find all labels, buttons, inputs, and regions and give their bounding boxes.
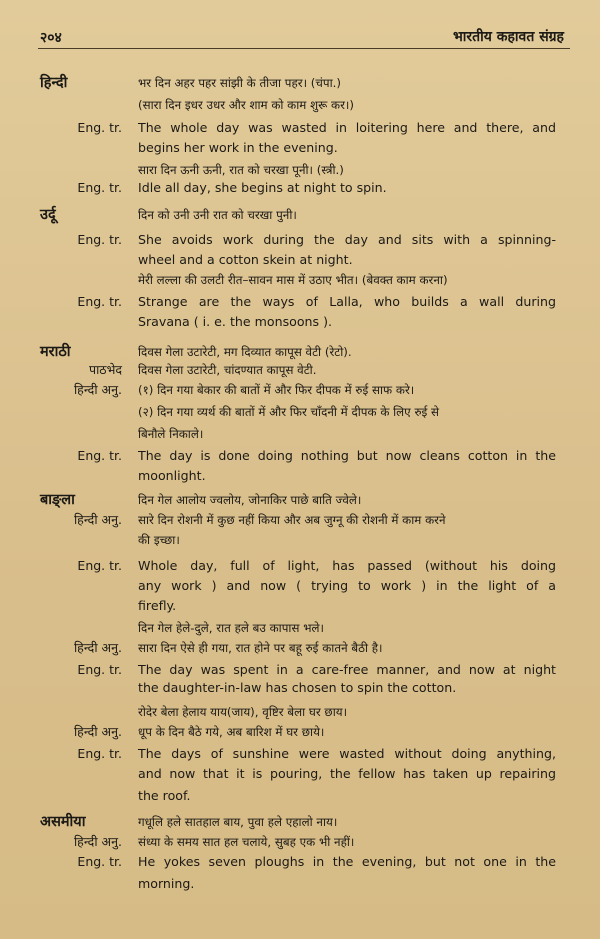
text-line <box>0 95 600 115</box>
proverb-text: (१) दिन गया बेकार की बातों में और फिर दीपक में रुई साफ करे। <box>138 383 415 397</box>
proverb-text: सारा दिन ऊनी ऊनी, रात को चरखा पूनी। (स्त्री.) <box>138 163 344 177</box>
proverb-text: सारे दिन रोशनी में कुछ नहीं किया और अब जुग्नू की रोशनी में काम करने <box>138 513 446 527</box>
proverb-text: दिवस गेला उटारेटी, चांदण्यात कापूस वेटी. <box>138 363 317 377</box>
text-line <box>0 490 600 510</box>
proverb-text: मेरी लल्ला की उलटी रीत–सावन मास में उठाए भीत। (बेवक्त काम करना) <box>138 273 448 287</box>
text-line <box>0 596 600 616</box>
proverb-text: धूप के दिन बैठे गये, अब बारिश में घर छाये। <box>138 725 325 739</box>
translation-label: Eng. tr. <box>77 294 122 309</box>
english-translation: the roof. <box>138 788 191 803</box>
text-line <box>0 786 600 806</box>
text-line <box>0 360 600 380</box>
translation-label: हिन्दी अनु. <box>73 382 122 397</box>
text-line <box>0 292 600 312</box>
translation-label: Eng. tr. <box>77 662 122 677</box>
text-line <box>0 312 600 332</box>
text-line <box>0 466 600 486</box>
header-rule <box>38 48 570 49</box>
text-line <box>0 530 600 550</box>
translation-label: हिन्दी अनु. <box>73 834 122 849</box>
english-translation: the daughter-in-law has chosen to spin the cotton. <box>138 680 457 695</box>
text-line <box>0 660 600 680</box>
text-line <box>0 446 600 466</box>
text-line <box>0 832 600 852</box>
text-line <box>0 205 600 225</box>
text-line <box>0 160 600 180</box>
text-line <box>0 424 600 444</box>
language-heading: मराठी <box>40 344 71 360</box>
text-line <box>0 178 600 198</box>
proverb-text: दिन को उनी उनी रात को चरखा पुनी। <box>138 208 297 222</box>
english-translation: any work ) and now ( trying to work ) in the light of a <box>138 578 556 593</box>
proverb-text: दिन गेल आलोय ज्वलोय, जोनाकिर पाछे बाति ज्वेले। <box>138 493 362 507</box>
proverb-text: (२) दिन गया व्यर्थ की बातों में और फिर चाँदनी में दीपक के लिए रुई से <box>138 405 440 419</box>
text-line <box>0 138 600 158</box>
text-line <box>0 250 600 270</box>
text-line <box>0 678 600 698</box>
proverb-text: (सारा दिन इधर उधर और शाम को काम शुरू कर।) <box>138 98 355 112</box>
text-line <box>0 342 600 362</box>
text-line <box>0 118 600 138</box>
english-translation: She avoids work during the day and sits with a spinning- <box>138 232 556 247</box>
page-header <box>0 22 600 48</box>
proverb-text: बिनौले निकाले। <box>138 427 204 441</box>
text-line <box>0 510 600 530</box>
text-line <box>0 874 600 894</box>
page-number: २०४ <box>40 30 62 46</box>
english-translation: Sravana ( i. e. the monsoons ). <box>138 314 332 329</box>
translation-label: Eng. tr. <box>77 120 122 135</box>
english-translation: The day is done doing nothing but now cleans cotton in the <box>138 448 556 463</box>
english-translation: wheel and a cotton skein at night. <box>138 252 353 267</box>
text-line <box>0 402 600 422</box>
text-line <box>0 618 600 638</box>
translation-label: Eng. tr. <box>77 854 122 869</box>
text-line <box>0 73 600 93</box>
proverb-text: भर दिन अहर पहर सांझी के तीजा पहर। (चंपा.) <box>138 76 341 90</box>
text-line <box>0 852 600 872</box>
translation-label: Eng. tr. <box>77 558 122 573</box>
translation-label: हिन्दी अनु. <box>73 724 122 739</box>
language-heading: असमीया <box>40 814 86 830</box>
translation-label: Eng. tr. <box>77 232 122 247</box>
text-line <box>0 764 600 784</box>
running-head: भारतीय कहावत संग्रह <box>452 29 564 45</box>
english-translation: The days of sunshine were wasted without doing anything, <box>138 746 556 761</box>
text-line <box>0 380 600 400</box>
english-translation: Whole day, full of light, has passed (without his doing <box>138 558 556 573</box>
text-line <box>0 744 600 764</box>
proverb-text: दिवस गेला उटारेटी, मग दिव्यात कापूस वेटी (रेटो). <box>138 345 352 359</box>
text-line <box>0 638 600 658</box>
english-translation: moonlight. <box>138 468 206 483</box>
translation-label: पाठभेद <box>88 362 122 377</box>
translation-label: हिन्दी अनु. <box>73 512 122 527</box>
english-translation: The whole day was wasted in loitering here and there, and <box>138 120 556 135</box>
proverb-text: संध्या के समय सात हल चलाये, सुबह एक भी नहीं। <box>138 835 355 849</box>
english-translation: begins her work in the evening. <box>138 140 338 155</box>
language-heading: उर्दू <box>40 207 56 223</box>
translation-label: Eng. tr. <box>77 448 122 463</box>
english-translation: Strange are the ways of Lalla, who builds a wall during <box>138 294 556 309</box>
text-line <box>0 702 600 722</box>
english-translation: morning. <box>138 876 195 891</box>
proverb-text: सारा दिन ऐसे ही गया, रात होने पर बहू रुई कातने बैठी है। <box>138 641 383 655</box>
english-translation: Idle all day, she begins at night to spin. <box>138 180 387 195</box>
text-line <box>0 722 600 742</box>
english-translation: He yokes seven ploughs in the evening, but not one in the <box>138 854 556 869</box>
translation-label: हिन्दी अनु. <box>73 640 122 655</box>
language-heading: हिन्दी <box>40 75 68 91</box>
english-translation: The day was spent in a care-free manner, and now at night <box>138 662 556 677</box>
proverb-text: की इच्छा। <box>138 533 180 547</box>
text-line <box>0 812 600 832</box>
text-line <box>0 576 600 596</box>
english-translation: firefly. <box>138 598 177 613</box>
proverb-text: रोदेर बेला हेलाय याय(जाय), वृष्टिर बेला घर छाय। <box>138 705 348 719</box>
english-translation: and now that it is pouring, the fellow has taken up repairing <box>138 766 556 781</box>
translation-label: Eng. tr. <box>77 180 122 195</box>
translation-label: Eng. tr. <box>77 746 122 761</box>
proverb-text: दिन गेल हेले-दुले, रात हले बउ कापास भले। <box>138 621 324 635</box>
proverb-text: गधूलि हले सातहाल बाय, पुवा हले एहालो नाय। <box>138 815 338 829</box>
text-line <box>0 556 600 576</box>
text-line <box>0 230 600 250</box>
text-line <box>0 270 600 290</box>
language-heading: बाङ्ला <box>40 492 75 508</box>
